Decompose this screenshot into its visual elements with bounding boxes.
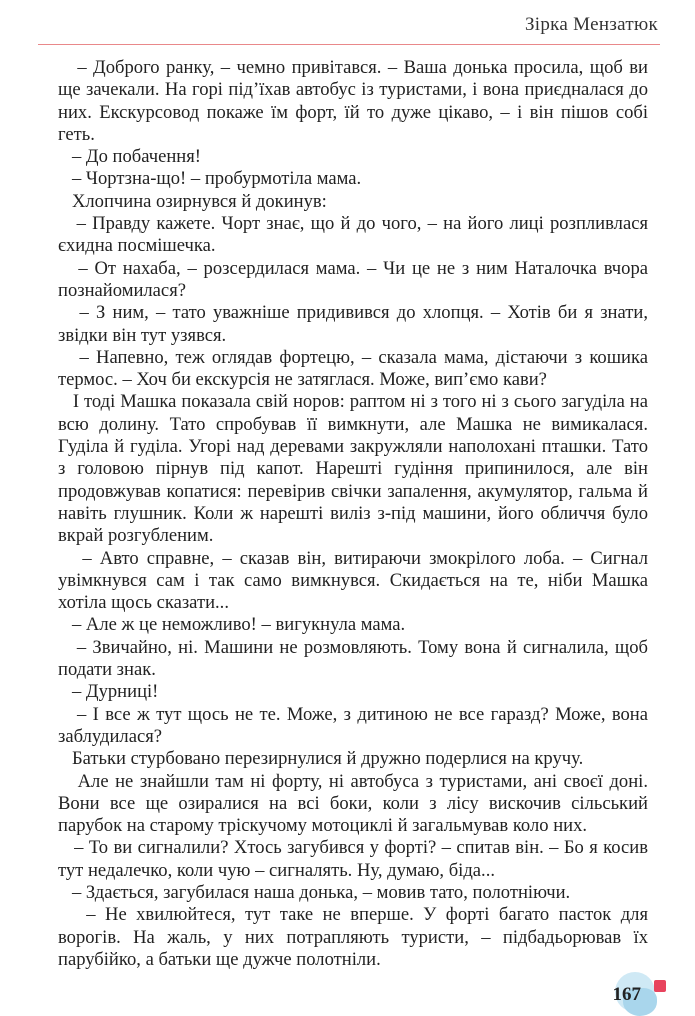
running-header: [38, 10, 660, 45]
paragraph: – Не хвилюйтеся, тут таке не вперше. У форті багато пасток для ворогів. На жаль, у них потрапляють туристи, – підбадьорював їх парубійко, а батьки ще дужче полотніли.: [58, 904, 648, 970]
paragraph: Хлопчина озирнувся й докинув:: [58, 190, 327, 212]
paragraph: – Здається, загубилася наша донька, – мовив тато, полотніючи.: [58, 881, 571, 903]
page-number: 167: [612, 984, 641, 1005]
story-text: [58, 57, 648, 971]
paragraph: Батьки стурбовано перезирнулися й дружно подерлися на кручу.: [58, 748, 584, 770]
paragraph: – Доброго ранку, – чемно привітався. – Ваша донька просила, щоб ви ще зачекали. На горі під’їхав автобус із туристами, і вона приєдналася до них. Екскурсовод покаже їм форт, їй то дуже цікаво, – і він пішов собі геть.: [58, 57, 648, 145]
page-number-badge: [575, 972, 675, 1014]
paragraph: – Напевно, теж оглядав фортецю, – сказала мама, дістаючи з кошика термос. – Хоч би екскурсія не затяглася. Може, вип’ємо кави?: [58, 346, 648, 391]
paragraph: – Дурниці!: [58, 681, 159, 703]
paragraph: – Авто справне, – сказав він, витираючи змокрілого лоба. – Сигнал увімкнувся сам і так само вимкнувся. Скидається на те, ніби Машка хотіла щось сказати...: [58, 547, 648, 614]
paragraph: – Чортзна-що! – пробурмотіла мама.: [58, 168, 362, 190]
paragraph: І тоді Машка показала свій норов: раптом ні з того ні з сього загуділа на всю долину. Тато спробував її вимкнути, але Машка не вимикалася. Гуділа й гуділа. Угорі над деревами закружляли наполохані пташки. Тато з головою пірнув під капот. Нарешті гудіння припинилося, але він продовжував копатися: перевірив свічки запалення, акумулятор, гальма й навіть глушник. Коли ж нарешті виліз з-під машини, його обличчя було вкрай розгубленим.: [58, 391, 648, 547]
paragraph: – З ним, – тато уважніше придивився до хлопця. – Хотів би я знати, звідки він тут узявся.: [58, 302, 648, 346]
paragraph: – І все ж тут щось не те. Може, з дитиною не все гаразд? Може, вона заблудилася?: [58, 703, 648, 747]
paragraph: – Але ж це неможливо! – вигукнула мама.: [58, 614, 406, 636]
paragraph: – Правду кажете. Чорт знає, що й до чого, – на його лиці розпливлася єхидна посмішечка.: [58, 213, 648, 257]
paragraph: – Звичайно, ні. Машини не розмовляють. Тому вона й сигналила, щоб подати знак.: [58, 636, 648, 681]
paragraph: – От нахаба, – розсердилася мама. – Чи це не з ним Наталочка вчора познайомилася?: [58, 257, 648, 301]
header-author-title: Зірка Мензатюк: [524, 14, 658, 35]
paragraph: – До побачення!: [58, 146, 201, 168]
paragraph: – То ви сигналили? Хтось загубився у форті? – спитав він. – Бо я косив тут недалечко, коли чую – сигналять. Ну, думаю, біда...: [58, 837, 648, 881]
accent-square-icon: [654, 980, 666, 992]
paragraph: Але не знайшли там ні форту, ні автобуса з туристами, ані своєї доні. Вони все ще озиралися на всі боки, коли з лісу вискочив сільський парубок на старому тріскучому мотоциклі й загальмував коло них.: [58, 770, 648, 837]
